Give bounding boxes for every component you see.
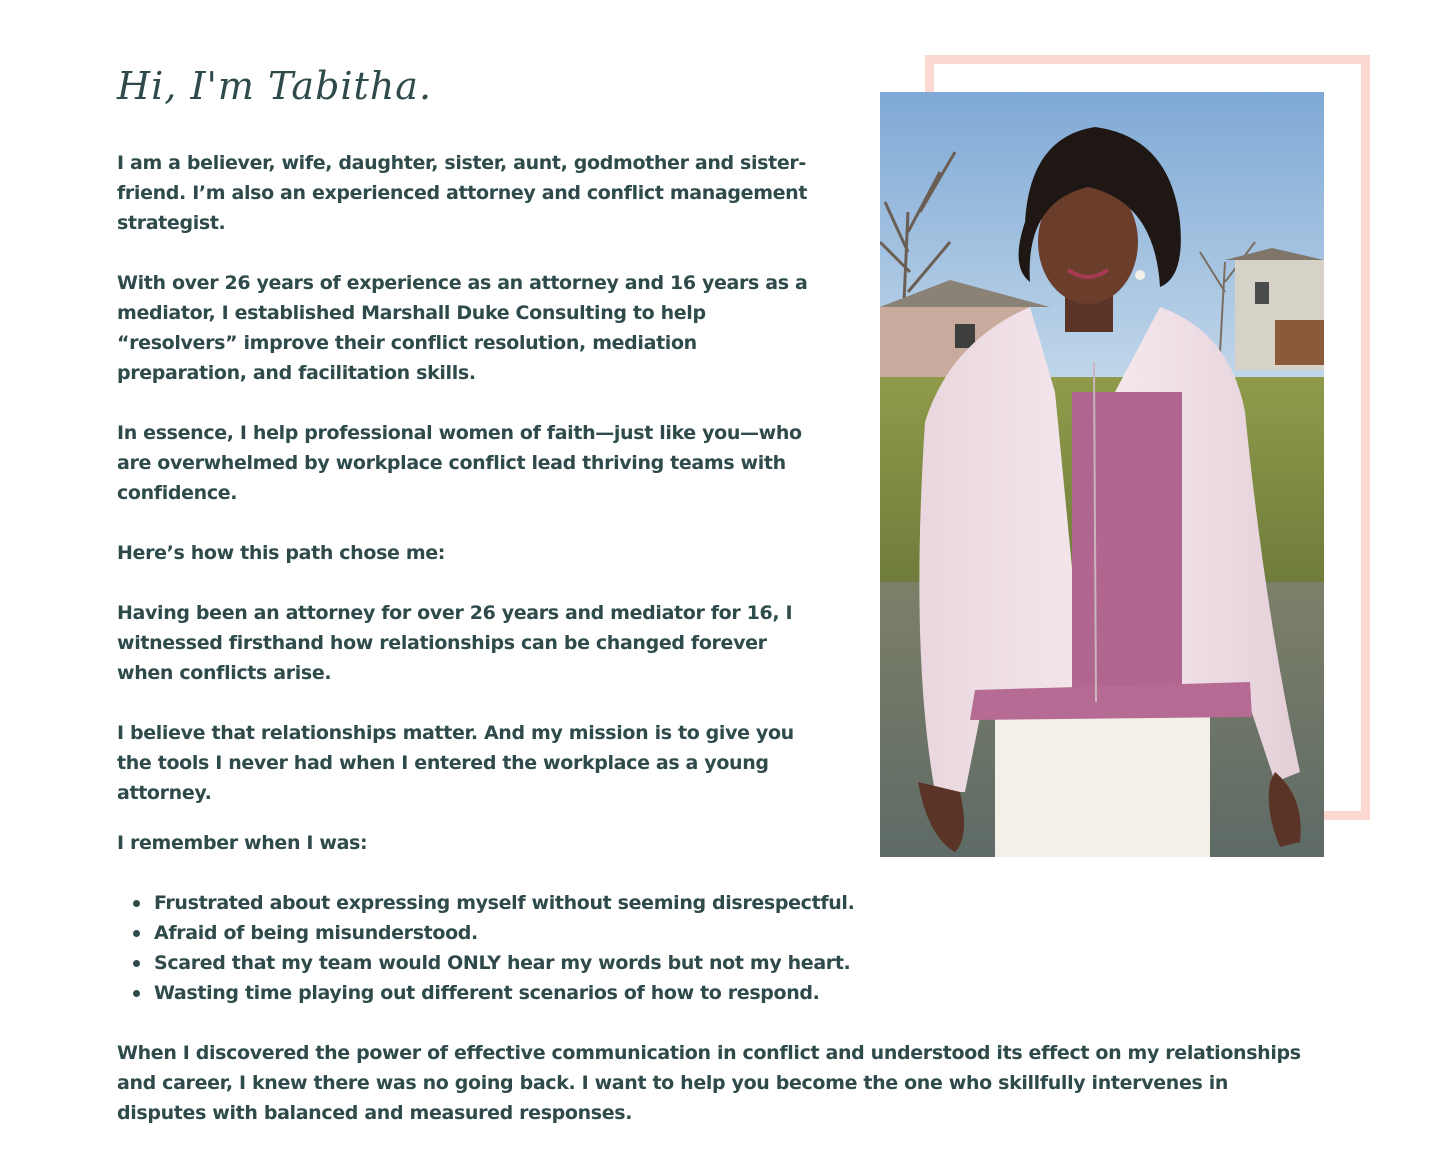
- list-item: Wasting time playing out different scenarios of how to respond.: [154, 978, 1317, 1008]
- intro-paragraph: I am a believer, wife, daughter, sister, aunt, godmother and sister-friend. I’m also an experienced attorney and conflict management strategist.: [117, 152, 808, 234]
- house-left-window: [955, 324, 975, 348]
- experience-paragraph: With over 26 years of experience as an attorney and 16 years as a mediator, I established Marshall Duke Consulting to help “resolvers” improve their conflict resolution, mediation preparation, and facilitation skills.: [117, 272, 808, 384]
- attorney-paragraph: Having been an attorney for over 26 years and mediator for 16, I witnessed firsthand how relationships can be changed forever when conflicts arise.: [117, 602, 793, 684]
- path-paragraph: Here’s how this path chose me:: [117, 542, 446, 564]
- remember-paragraph: I remember when I was:: [117, 832, 368, 854]
- house-right-window: [1255, 282, 1269, 304]
- shed: [1275, 320, 1324, 365]
- remember-list: [117, 888, 1317, 1008]
- earring-right: [1135, 270, 1145, 280]
- essence-paragraph: In essence, I help professional women of faith—just like you—who are overwhelmed by workplace conflict lead thriving teams with confidence.: [117, 422, 802, 504]
- top-blouse: [1072, 392, 1182, 702]
- bottom-content: [117, 888, 1317, 1128]
- portrait-photo: [880, 92, 1324, 857]
- closing-paragraph: When I discovered the power of effective communication in conflict and understood its effect on my relationships and career, I knew there was no going back. I want to help you become the one who skillfully intervenes in disputes with balanced and measured responses.: [117, 1042, 1301, 1124]
- list-item: Afraid of being misunderstood.: [154, 918, 1317, 948]
- intro-column: [117, 148, 827, 858]
- mission-paragraph: I believe that relationships matter. And my mission is to give you the tools I never had when I entered the workplace as a young attorney.: [117, 722, 794, 804]
- page-heading: Hi, I'm Tabitha.: [117, 64, 433, 108]
- list-item: Scared that my team would ONLY hear my words but not my heart.: [154, 948, 1317, 978]
- list-item: Frustrated about expressing myself without seeming disrespectful.: [154, 888, 1317, 918]
